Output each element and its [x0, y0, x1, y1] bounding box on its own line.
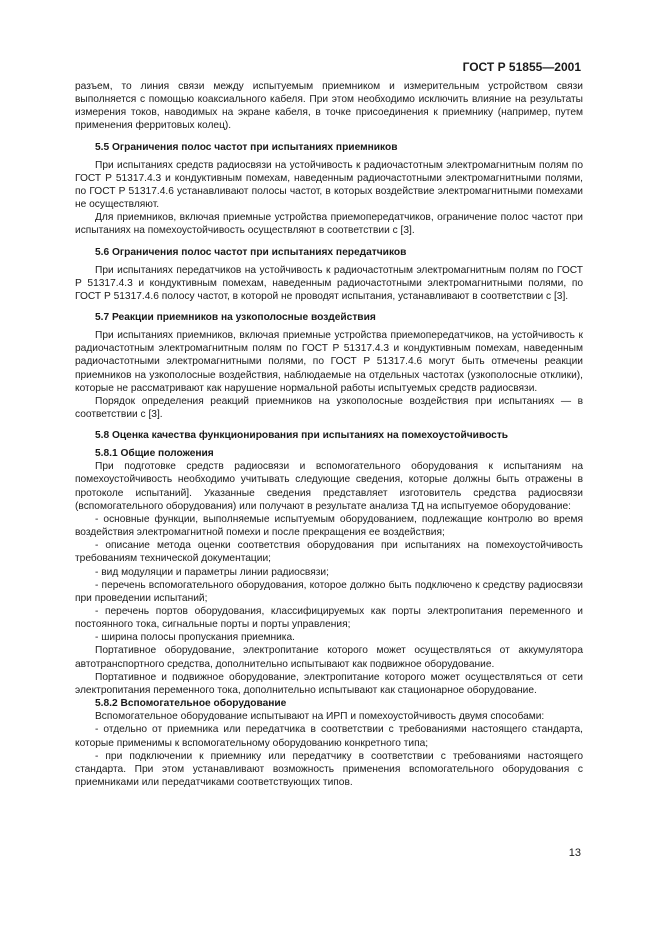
paragraph: - отдельно от приемника или передатчика в соответствии с требованиями настоящего стандарта, которые применимы к вспомогательному оборудованию конкретного типа;: [75, 724, 583, 749]
document-code: ГОСТ Р 51855—2001: [462, 60, 581, 74]
paragraph: - основные функции, выполняемые испытуемым оборудованием, подлежащие контролю во время воздействия электромагнитной помехи и после прекращения ее воздействия;: [75, 513, 583, 539]
paragraph: - перечень портов оборудования, классифицируемых как порты электропитания переменного и постоянного тока, сигнальные порты и порты управления;: [75, 606, 583, 631]
subsection-heading: 5.8.2 Вспомогательное оборудование: [95, 698, 287, 710]
paragraph: - перечень вспомогательного оборудования, которое должно быть подключено к средству радиосвязи при проведении испытаний;: [75, 579, 583, 604]
paragraph: При подготовке средств радиосвязи и вспомогательного оборудования к испытаниям на помехоустойчивость необходимо учитывать следующие сведения, которые должны быть отражены в протоколе испытаний]. Указанные сведения представляет изготовитель средства радиосвязи (вспомогательного оборудования) или получают в результате анализа ТД на испытуемое оборудование:: [75, 461, 583, 512]
paragraph: - описание метода оценки соответствия оборудования при испытаниях на помехоустойчивость требованиям технической документации;: [75, 540, 583, 565]
paragraph: При испытаниях приемников, включая приемные устройства приемопередатчиков, на устойчивость к радиочастотным электромагнитным полям по ГОСТ Р 51317.4.3 и кондуктивным помехам, наведенным радиочастотными электромагнитными полями, по ГОСТ Р 51317.4.6 могут быть отмечены реакции приемников на узкополосные воздействия, наблюдаемые на отдельных частотах (узкополосные отклики), которые не рассматривают как нарушение нормальной работы испытуемых средств радиосвязи.: [75, 330, 583, 394]
paragraph: Портативное и подвижное оборудование, электропитание которого может осуществляться от сети электропитания переменного тока, дополнительно испытывают как стационарное оборудование.: [75, 671, 583, 696]
paragraph: - вид модуляции и параметры линии радиосвязи;: [95, 566, 329, 578]
paragraph: - ширина полосы пропускания приемника.: [95, 632, 295, 644]
section-heading: 5.8 Оценка качества функционирования при испытаниях на помехоустойчивость: [95, 430, 509, 442]
subsection-heading: 5.8.1 Общие положения: [95, 448, 214, 460]
section-heading: 5.7 Реакции приемников на узкополосные воздействия: [95, 312, 376, 324]
paragraph: При испытаниях средств радиосвязи на устойчивость к радиочастотным электромагнитным полям по ГОСТ Р 51317.4.3 и кондуктивным помехам, наведенным радиочастотными электромагнитными полями, по ГОСТ Р 51317.4.6 устанавливают полосы частот, в которых воздействие электромагнитными помехами не осуществляют.: [75, 159, 583, 211]
paragraph: Вспомогательное оборудование испытывают на ИРП и помехоустойчивость двумя способами:: [95, 711, 545, 723]
paragraph: Для приемников, включая приемные устройства приемопередатчиков, ограничение полос частот при испытаниях на помехоустойчивость осуществляют в соответствии с [3].: [75, 212, 583, 237]
paragraph: разъем, то линия связи между испытуемым приемником и измерительным устройством связи выполняется с помощью коаксиального кабеля. При этом необходимо исключить влияние на результаты измерения токов, наводимых на экране кабеля, в точке присоединения к приемнику (например, путем применения ферритовых колец).: [75, 81, 583, 132]
paragraph: При испытаниях передатчиков на устойчивость к радиочастотным электромагнитным полям по ГОСТ Р 51317.4.3 и кондуктивным помехам, наведенным радиочастотными электромагнитными полями, по ГОСТ Р 51317.4.6 полосу частот, в которой не проводят испытания, устанавливают в соответствии с [3].: [75, 264, 583, 302]
document-body: [75, 80, 583, 789]
paragraph: - при подключении к приемнику или передатчику в соответствии с требованиями настоящего стандарта. При этом устанавливают возможность применения вспомогательного оборудования с приемниками или передатчиками соответствующих типов.: [75, 750, 583, 789]
paragraph: Порядок определения реакций приемников на узкополосные воздействия при испытаниях — в соответствии с [3].: [75, 395, 583, 420]
section-heading: 5.6 Ограничения полос частот при испытаниях передатчиков: [95, 246, 407, 258]
page-number: 13: [568, 847, 581, 859]
paragraph: Портативное оборудование, электропитание которого может осуществляться от аккумулятора автотранспортного средства, дополнительно испытывают как подвижное оборудование.: [75, 645, 583, 670]
section-heading: 5.5 Ограничения полос частот при испытаниях приемников: [95, 141, 398, 153]
